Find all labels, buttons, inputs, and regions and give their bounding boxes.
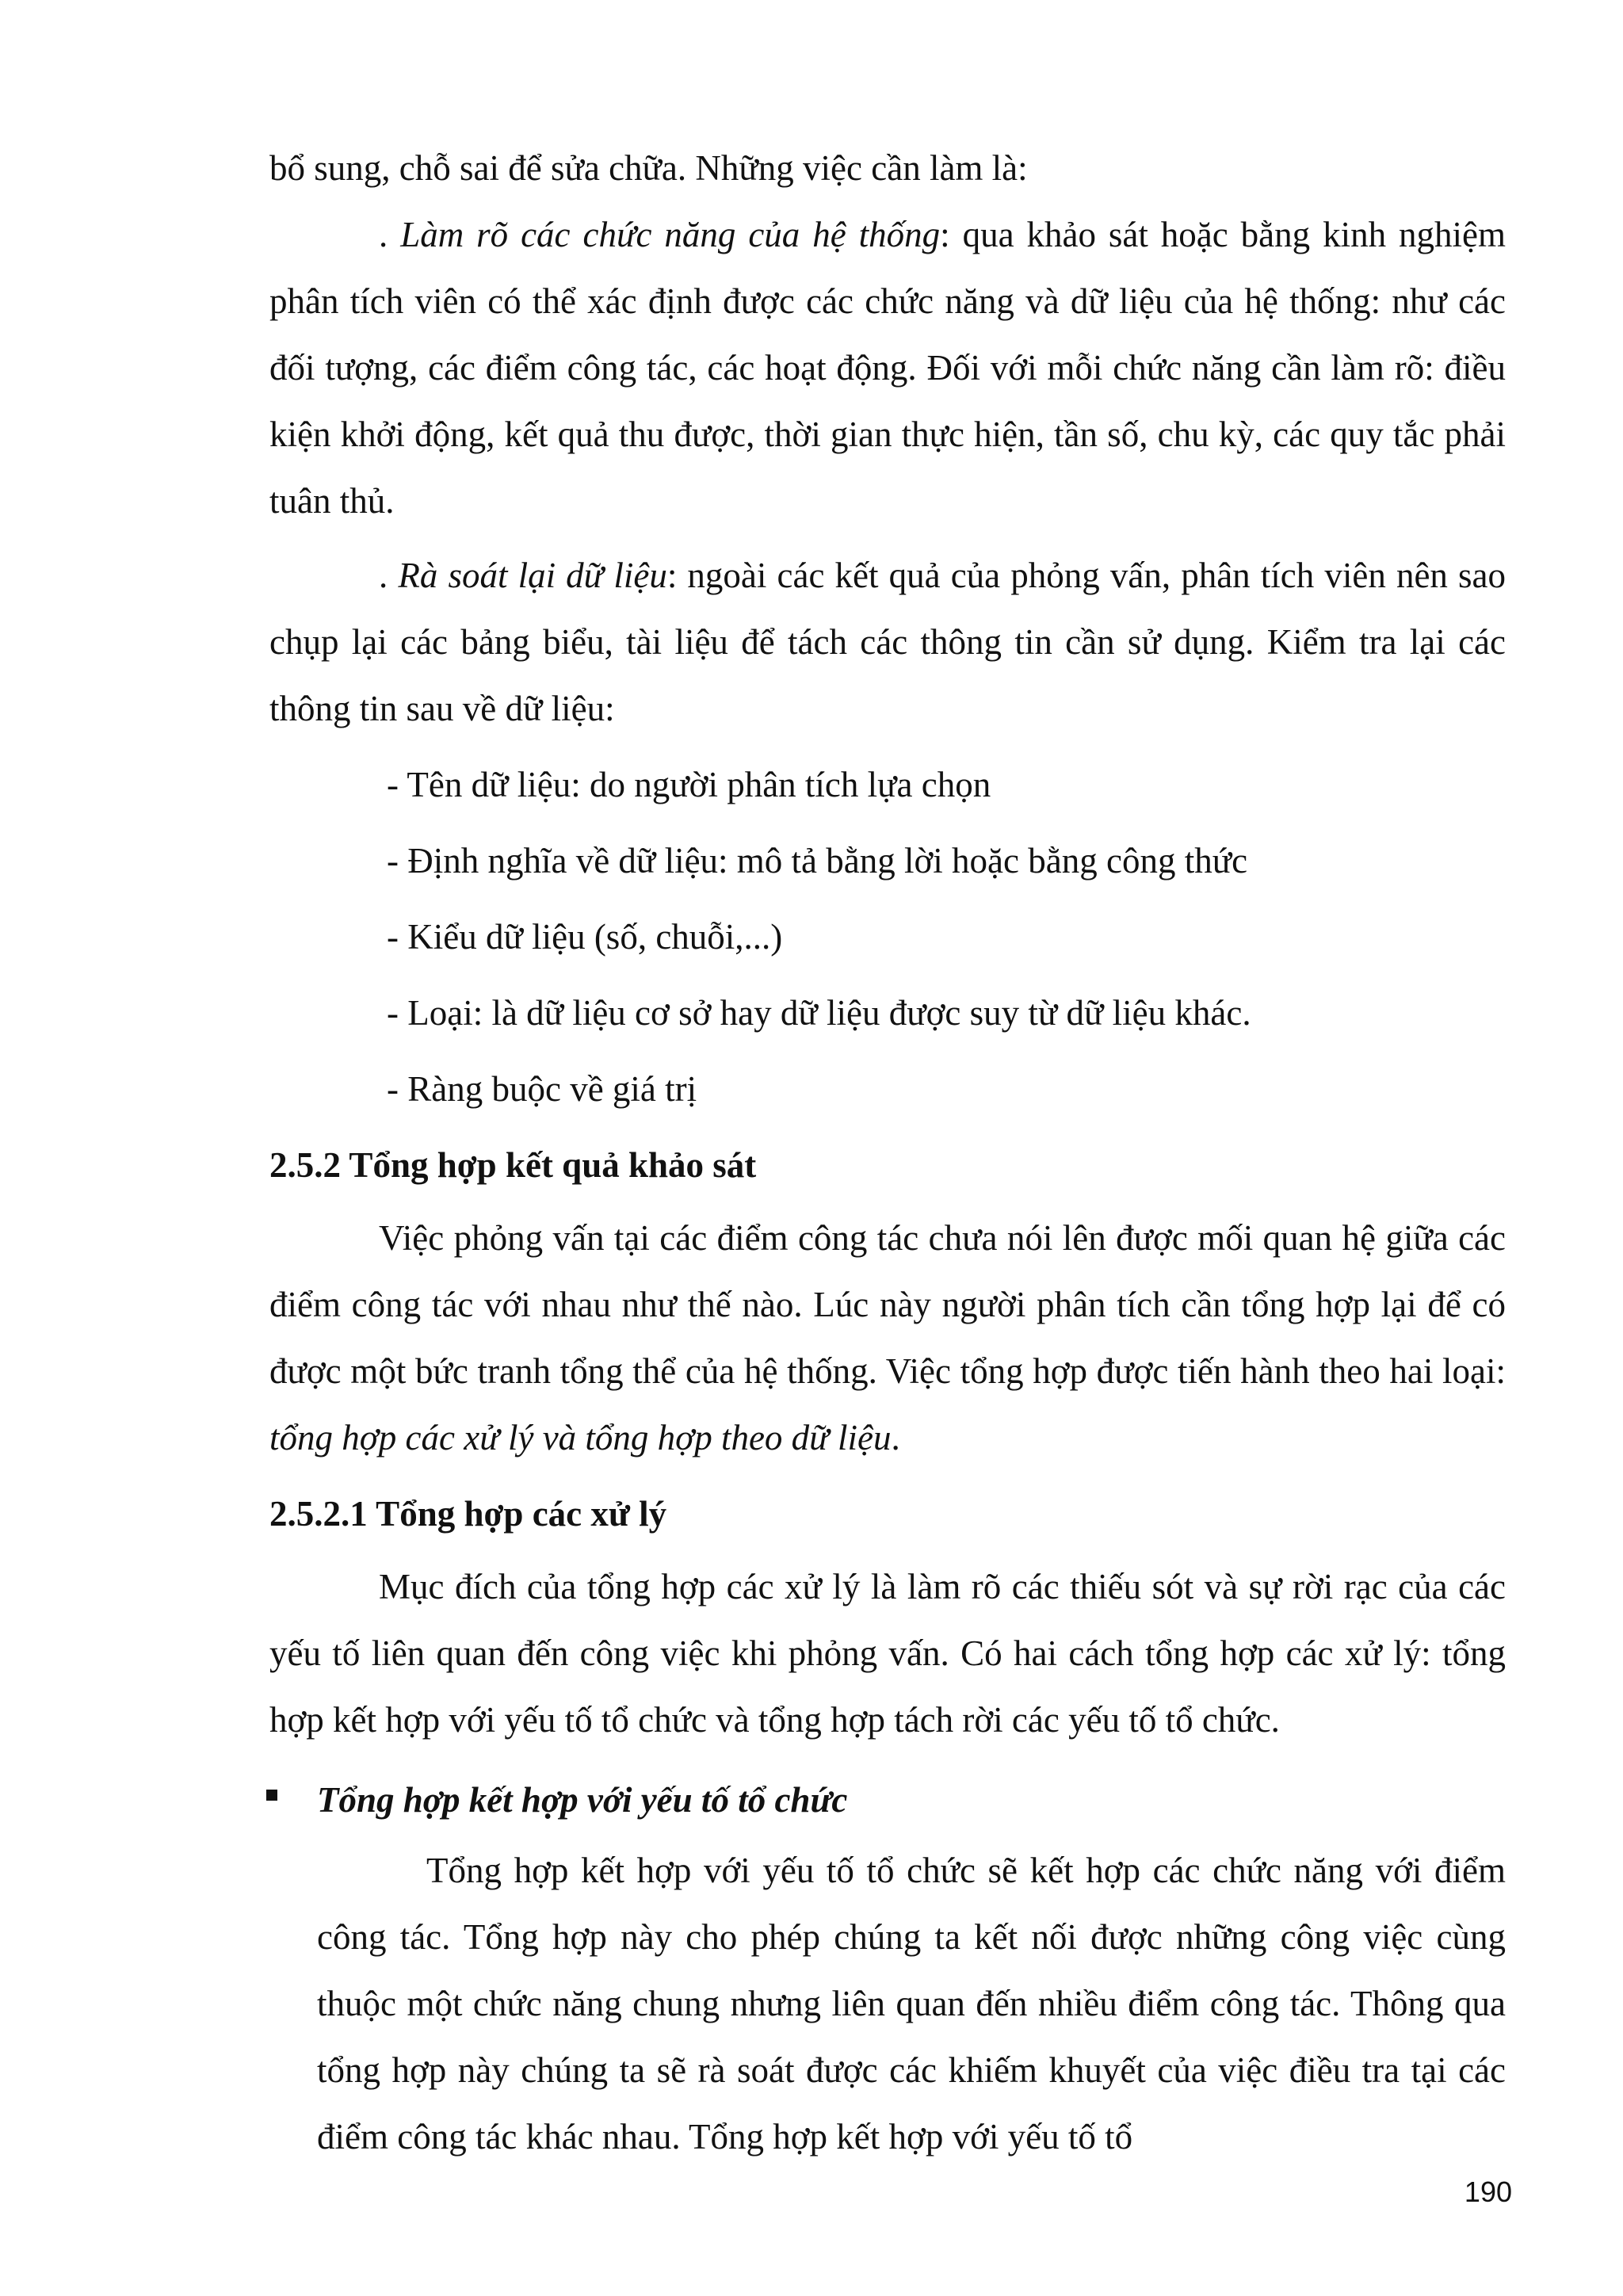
square-bullet-icon (266, 1790, 277, 1801)
list-item: - Định nghĩa về dữ liệu: mô tả bằng lời hoặc bằng công thức (387, 841, 1248, 881)
section-heading-2-5-2: 2.5.2 Tổng hợp kết quả khảo sát (269, 1145, 757, 1185)
term-functions: Làm rõ các chức năng của hệ thống (400, 215, 941, 254)
paragraph-prefix: . (379, 215, 401, 254)
paragraph-survey-summary (269, 1205, 1506, 1471)
paragraph-prefix: . (379, 556, 399, 595)
term-review-data: Rà soát lại dữ liệu (398, 556, 667, 595)
section-heading-2-5-2-1: 2.5.2.1 Tổng hợp các xử lý (269, 1494, 667, 1534)
paragraph-processing-purpose: Mục đích của tổng hợp các xử lý là làm rõ các thiếu sót và sự rời rạc của các yếu tố liên quan đến công việc khi phỏng vấn. Có hai cách tổng hợp các xử lý: tổng hợp kết hợp với yếu tố tổ chức và tổng hợp tách rời các yếu tố tổ chức. (269, 1567, 1506, 1740)
list-item: - Ràng buộc về giá trị (387, 1069, 697, 1109)
paragraph-functions (269, 201, 1506, 534)
list-item: - Loại: là dữ liệu cơ sở hay dữ liệu được suy từ dữ liệu khác. (387, 993, 1251, 1033)
paragraph-review-data (269, 542, 1506, 742)
bullet-heading (317, 1766, 1506, 1834)
paragraph-survey-summary-text: Việc phỏng vấn tại các điểm công tác chưa nói lên được mối quan hệ giữa các điểm công tác với nhau như thế nào. Lúc này người phân tích cần tổng hợp lại để có được một bức tranh tổng thể của hệ thống. Việc tổng hợp được tiến hành theo hai loại: (269, 1218, 1506, 1391)
term-summary-types: tổng hợp các xử lý và tổng hợp theo dữ liệu (269, 1418, 892, 1457)
paragraph-functions-text: : qua khảo sát hoặc bằng kinh nghiệm phân tích viên có thể xác định được các chức năng và dữ liệu của hệ thống: như các đối tượng, các điểm công tác, các hoạt động. Đối với mỗi chức năng cần làm rõ: điều kiện khởi động, kết quả thu được, thời gian thực hiện, tần số, chu kỳ, các quy tắc phải tuân thủ. (269, 215, 1507, 521)
paragraph-intro: bổ sung, chỗ sai để sửa chữa. Những việc cần làm là: (269, 148, 1028, 188)
list-item: - Tên dữ liệu: do người phân tích lựa chọn (387, 765, 991, 804)
page-body (269, 135, 1506, 2170)
paragraph-combined-organization: Tổng hợp kết hợp với yếu tố tổ chức sẽ kết hợp các chức năng với điểm công tác. Tổng hợp này cho phép chúng ta kết nối được những công việc cùng thuộc một chức năng chung nhưng liên quan đến nhiều điểm công tác. Thông qua tổng hợp này chúng ta sẽ rà soát được các khiếm khuyết của việc điều tra tại các điểm công tác khác nhau. Tổng hợp kết hợp với yếu tố tổ (317, 1851, 1506, 2157)
paragraph-end: . (891, 1418, 900, 1457)
paragraph-review-data-text: : ngoài các kết quả của phỏng vấn, phân tích viên nên sao chụp lại các bảng biểu, tài liệu để tách các thông tin cần sử dụng. Kiểm tra lại các thông tin sau về dữ liệu: (269, 556, 1507, 728)
page-number: 190 (1464, 2176, 1512, 2208)
list-item: - Kiểu dữ liệu (số, chuỗi,...) (387, 917, 783, 957)
bullet-heading-text: Tổng hợp kết hợp với yếu tố tổ chức (317, 1780, 848, 1820)
